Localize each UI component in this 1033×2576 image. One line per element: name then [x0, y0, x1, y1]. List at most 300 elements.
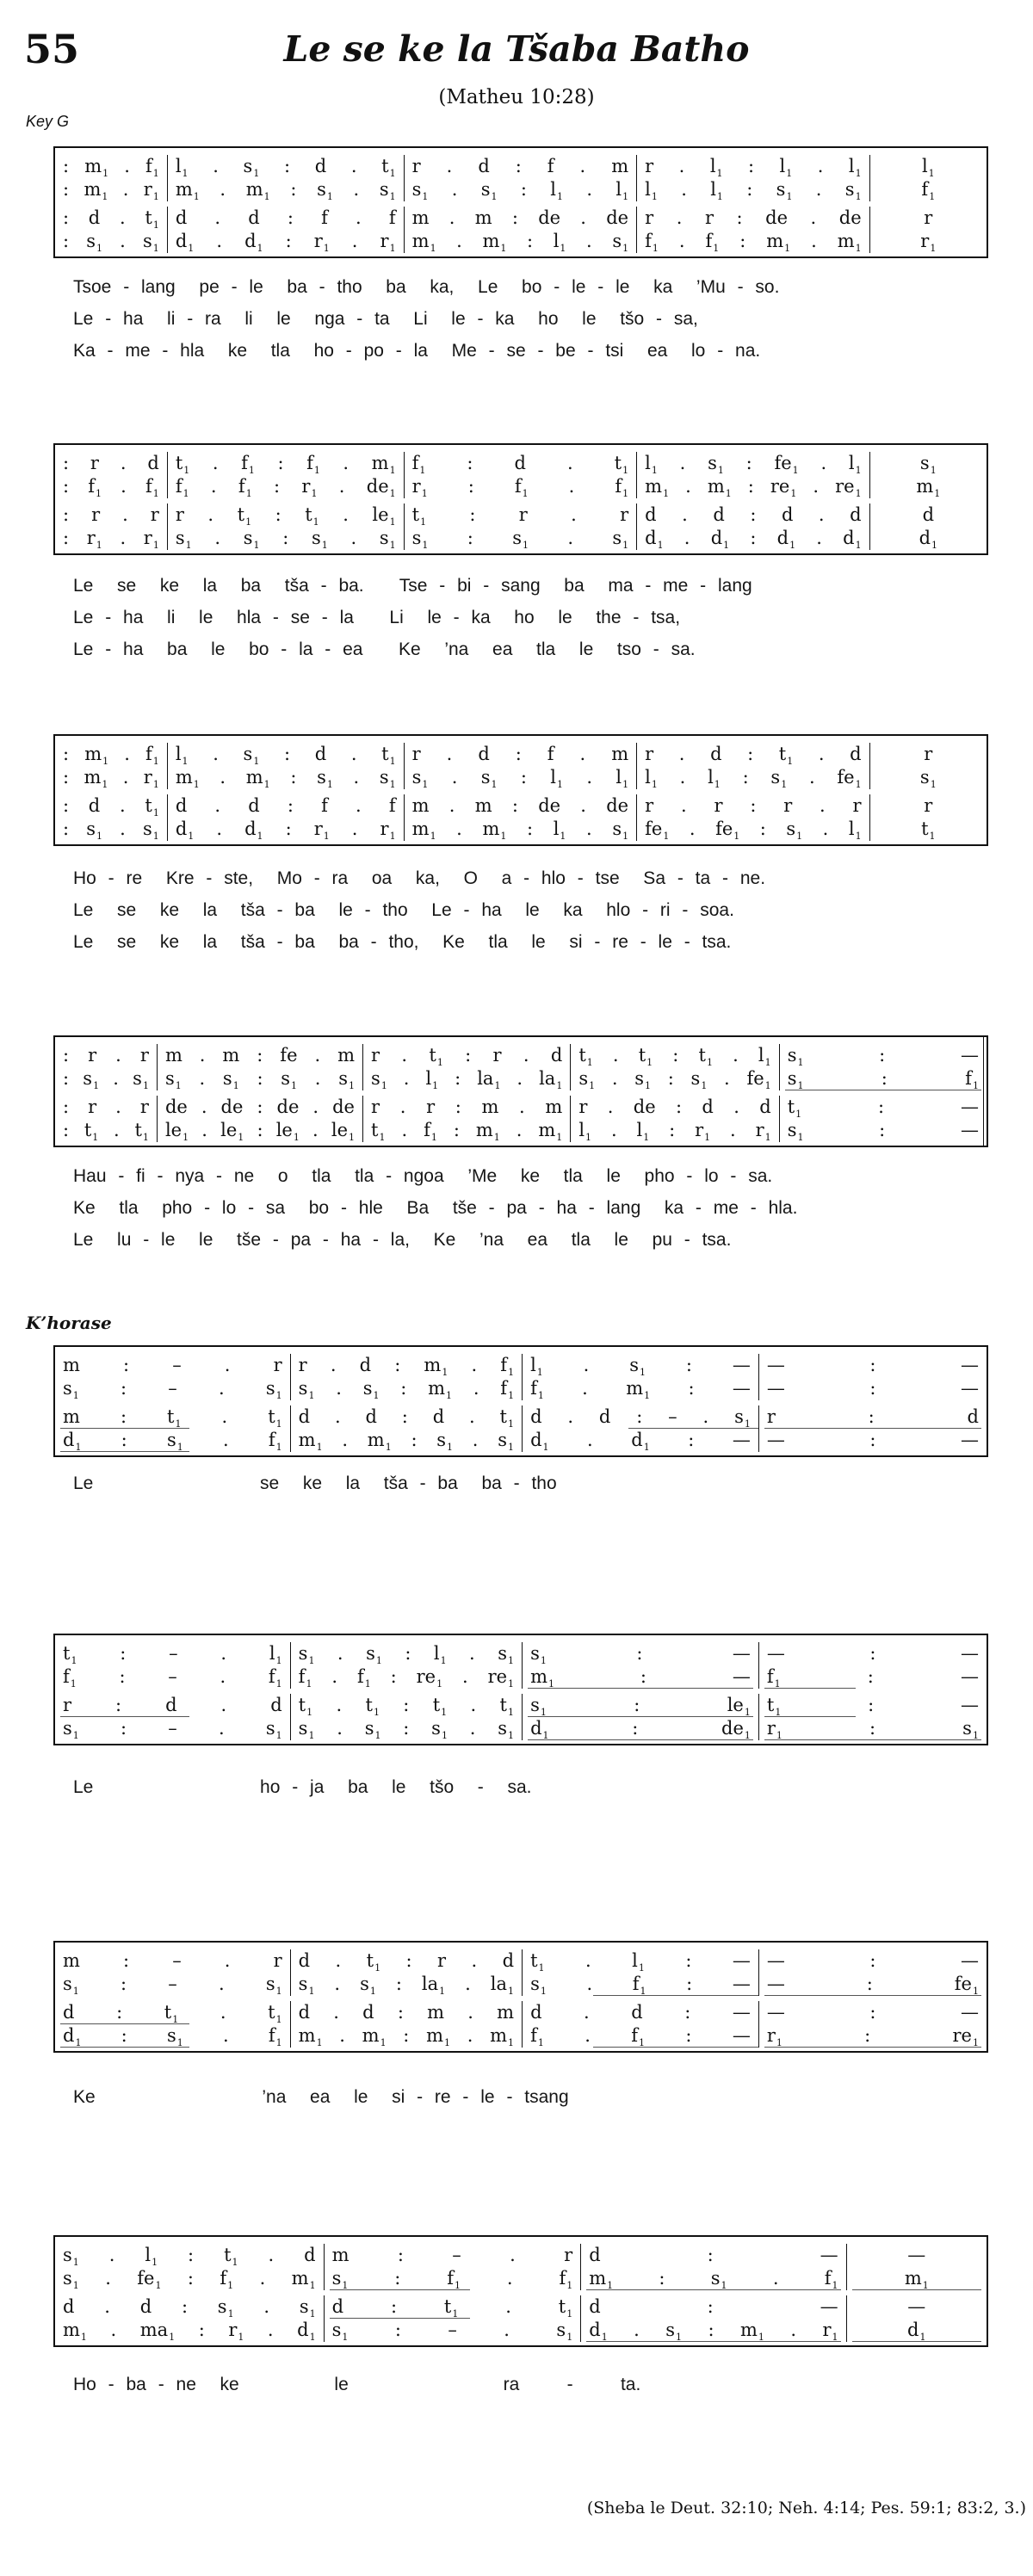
solfa-token: :: [63, 453, 70, 473]
solfa-cell: [522, 1665, 758, 1689]
solfa-token: .: [216, 231, 223, 251]
solfa-token: .: [818, 504, 825, 525]
solfa-token: .: [350, 744, 357, 764]
solfa-cell: [290, 1973, 522, 1996]
solfa-token: :: [707, 2245, 714, 2265]
solfa-token: .: [222, 2025, 229, 2046]
solfa-token: –: [168, 1974, 177, 1994]
solfa-token: $le_1$: [331, 1120, 356, 1143]
solfa-token: :: [640, 1666, 646, 1687]
solfa-token: $r_1$: [695, 1120, 711, 1143]
solfa-token: $t_1$: [365, 1695, 380, 1718]
solfa-token: .: [214, 795, 221, 816]
solfa-token: :: [63, 795, 70, 816]
solfa-token: d: [298, 1950, 311, 1971]
solfa-token: $s_1$: [63, 1974, 79, 1997]
solfa-token: d: [175, 795, 188, 816]
solfa-token: .: [582, 1378, 588, 1399]
solfa-token: :: [120, 1974, 127, 1994]
solfa-cell: [869, 475, 987, 498]
solfa-row: [55, 1665, 987, 1689]
solfa-token: :: [632, 1718, 639, 1739]
solfa-cell: [404, 475, 637, 498]
solfa-cell: [167, 475, 404, 498]
solfa-cell: [157, 1067, 362, 1090]
solfa-token: —: [960, 1430, 979, 1450]
solfa-token: .: [120, 453, 127, 473]
solfa-token: $fe_1$: [837, 767, 862, 790]
solfa-cell: [758, 1354, 987, 1377]
solfa-cell: [55, 1119, 157, 1142]
solfa-token: $f_1$: [500, 1355, 515, 1378]
solfa-token: $s_1$: [317, 179, 333, 202]
solfa-token: $s_1$: [379, 767, 396, 790]
lyric-line: Le ho - ja ba le tšo - sa.: [73, 1777, 532, 1797]
solfa-token: :: [455, 1096, 461, 1117]
solfa-token: —: [960, 1666, 979, 1687]
solfa-cell: [758, 1949, 987, 1973]
solfa-row: [55, 1377, 987, 1400]
solfa-token: :: [120, 1718, 127, 1739]
solfa-token: $f_1$: [530, 1378, 544, 1401]
solfa-token: .: [586, 819, 592, 839]
solfa-cell: [290, 1405, 522, 1429]
solfa-token: $l_1$: [530, 1355, 543, 1378]
solfa-token: .: [730, 1120, 736, 1140]
solfa-cell: [55, 1949, 290, 1973]
solfa-token: .: [685, 476, 691, 497]
solfa-token: r: [620, 504, 629, 525]
solfa-token: :: [275, 504, 281, 525]
verse-2-notation: [53, 443, 988, 555]
solfa-token: .: [580, 795, 586, 816]
solfa-token: —: [732, 2025, 751, 2046]
solfa-token: $fe_1$: [746, 1068, 771, 1091]
solfa-token: .: [199, 1068, 206, 1089]
solfa-row: [55, 2001, 987, 2024]
solfa-token: $m_1$: [291, 2268, 316, 2291]
solfa-token: :: [397, 2002, 404, 2023]
solfa-token: $le_1$: [220, 1120, 244, 1143]
solfa-token: d: [331, 2296, 344, 2317]
solfa-cell: [167, 178, 404, 201]
solfa-token: .: [221, 1406, 228, 1427]
solfa-cell: [869, 818, 987, 841]
solfa-token: $s_1$: [331, 2320, 349, 2343]
solfa-cell: [779, 1067, 987, 1090]
solfa-token: .: [212, 453, 219, 473]
solfa-token: :: [394, 1355, 401, 1375]
solfa-token: $r_1$: [228, 2320, 244, 2343]
solfa-token: $la_1$: [490, 1974, 514, 1997]
solfa-token: :: [869, 1718, 876, 1739]
solfa-token: $f_1$: [921, 179, 936, 202]
solfa-cell: [290, 1354, 522, 1377]
solfa-token: $t_1$: [558, 2296, 573, 2320]
solfa-row: [55, 1044, 987, 1067]
solfa-cell: [869, 503, 987, 527]
solfa-token: :: [881, 1068, 888, 1089]
solfa-token: $s_1$: [298, 1718, 315, 1741]
solfa-token: .: [213, 744, 219, 764]
solfa-token: de: [332, 1096, 355, 1117]
solfa-token: $s_1$: [331, 2268, 349, 2291]
verse-1-lyrics: [73, 271, 1007, 367]
solfa-token: :: [867, 1666, 874, 1687]
solfa-cell: [779, 1096, 987, 1119]
solfa-token: :: [405, 1950, 412, 1971]
solfa-token: d: [248, 795, 260, 816]
solfa-token: .: [585, 2025, 591, 2046]
solfa-token: —: [960, 1695, 979, 1715]
solfa-cell: [290, 1429, 522, 1452]
solfa-token: d: [88, 207, 101, 228]
solfa-row: [55, 794, 987, 818]
solfa-cell: [869, 766, 987, 789]
solfa-token: .: [115, 1045, 121, 1066]
solfa-cell: [869, 452, 987, 475]
solfa-cell: [290, 1665, 522, 1689]
solfa-token: .: [222, 1430, 229, 1450]
solfa-token: :: [63, 1045, 70, 1066]
solfa-token: .: [113, 1068, 119, 1089]
solfa-cell: [580, 2267, 845, 2290]
solfa-cell: [404, 794, 637, 818]
solfa-token: $l_1$: [553, 819, 566, 842]
solfa-token: $s_1$: [265, 1378, 282, 1401]
solfa-cell: [290, 1642, 522, 1665]
solfa-cell: [167, 766, 404, 789]
solfa-token: :: [63, 1096, 70, 1117]
solfa-cell: [580, 2295, 845, 2319]
solfa-token: $r_1$: [301, 476, 318, 499]
solfa-token: $s_1$: [164, 1068, 182, 1091]
solfa-cell: [636, 794, 869, 818]
solfa-token: $f_1$: [705, 231, 720, 254]
solfa-token: $le_1$: [275, 1120, 300, 1143]
solfa-token: .: [338, 476, 345, 497]
solfa-token: $re_1$: [487, 1666, 515, 1690]
solfa-token: :: [283, 156, 291, 176]
solfa-token: $s_1$: [379, 528, 396, 551]
solfa-cell: [636, 230, 869, 253]
solfa-token: $fe_1$: [645, 819, 670, 842]
solfa-token: $r_1$: [755, 1120, 771, 1143]
solfa-token: .: [207, 504, 214, 525]
solfa-token: $s_1$: [379, 179, 396, 202]
solfa-cell: [157, 1096, 362, 1119]
solfa-token: –: [448, 2320, 457, 2340]
solfa-token: r: [175, 504, 184, 525]
solfa-cell: [324, 2244, 581, 2267]
solfa-token: $m_1$: [411, 819, 436, 842]
solfa-cell: [846, 2267, 987, 2290]
solfa-token: :: [290, 767, 297, 788]
solfa-row: [55, 1429, 987, 1452]
solfa-row: [55, 503, 987, 527]
solfa-token: :: [285, 819, 292, 839]
solfa-cell: [324, 2267, 581, 2290]
solfa-token: m: [63, 1950, 80, 1971]
solfa-token: :: [257, 1096, 263, 1117]
solfa-token: d: [359, 1355, 372, 1375]
solfa-token: :: [866, 1974, 873, 1994]
solfa-token: .: [446, 744, 453, 764]
solfa-token: .: [120, 528, 127, 548]
solfa-token: .: [122, 504, 128, 525]
solfa-token: :: [63, 1068, 70, 1089]
solfa-token: :: [869, 1643, 876, 1664]
solfa-cell: [869, 207, 987, 230]
solfa-cell: [522, 1642, 758, 1665]
solfa-token: d: [550, 1045, 563, 1066]
solfa-token: .: [399, 1096, 406, 1117]
solfa-token: :: [688, 1430, 695, 1450]
solfa-token: .: [119, 207, 126, 228]
solfa-token: r: [704, 207, 714, 228]
solfa-token: $le_1$: [164, 1120, 189, 1143]
solfa-token: $l_1$: [269, 1643, 282, 1666]
solfa-token: :: [685, 1355, 692, 1375]
solfa-token: .: [567, 1406, 574, 1427]
solfa-token: –: [668, 1406, 677, 1427]
solfa-token: r: [411, 744, 421, 764]
solfa-cell: [167, 230, 404, 253]
solfa-cell: [846, 2319, 987, 2342]
solfa-token: r: [150, 504, 159, 525]
solfa-cell: [758, 2024, 987, 2048]
solfa-token: —: [732, 1355, 751, 1375]
solfa-token: .: [119, 795, 126, 816]
solfa-token: $t_1$: [499, 1695, 514, 1718]
solfa-cell: [55, 1096, 157, 1119]
solfa-cell: [167, 794, 404, 818]
solfa-token: $m_1$: [538, 1120, 563, 1143]
solfa-token: $t_1$: [381, 744, 396, 767]
solfa-token: .: [350, 528, 357, 548]
solfa-row: [55, 527, 987, 550]
solfa-token: $m_1$: [298, 2025, 323, 2048]
solfa-token: r: [437, 1950, 447, 1971]
solfa-token: :: [63, 207, 70, 228]
chorus-phrase-2-notation: [53, 1634, 988, 1745]
solfa-token: .: [213, 156, 219, 176]
solfa-cell: [55, 2244, 324, 2267]
solfa-token: .: [815, 179, 822, 200]
solfa-token: .: [403, 1068, 410, 1089]
chorus-phrase-3-lyrics: [73, 2081, 1007, 2113]
solfa-token: d: [314, 156, 327, 176]
solfa-cell: [167, 527, 404, 550]
solfa-token: $s_1$: [411, 528, 429, 551]
solfa-token: $r_1$: [766, 2025, 782, 2048]
solfa-token: $t_1$: [145, 795, 159, 819]
solfa-token: r: [88, 1045, 97, 1066]
solfa-token: .: [343, 504, 349, 525]
solfa-token: $l_1$: [636, 1120, 650, 1143]
solfa-token: .: [612, 1045, 619, 1066]
solfa-token: .: [790, 2320, 797, 2340]
solfa-token: $d_1$: [63, 2025, 82, 2048]
solfa-token: .: [471, 1950, 478, 1971]
solfa-cell: [636, 207, 869, 230]
chorus-phrase-3-notation: [53, 1941, 988, 2053]
solfa-token: $t_1$: [84, 1120, 99, 1143]
solfa-token: $d_1$: [631, 1430, 650, 1453]
chorus-label: K’horase: [26, 1313, 112, 1333]
solfa-token: m: [411, 795, 430, 816]
solfa-token: :: [747, 744, 754, 764]
solfa-token: $s_1$: [786, 819, 803, 842]
verse-2-lyrics: [73, 570, 1007, 665]
solfa-token: $f_1$: [559, 2268, 573, 2291]
solfa-token: d: [432, 1406, 445, 1427]
solfa-token: .: [401, 1120, 408, 1140]
solfa-token: .: [446, 156, 453, 176]
solfa-token: $m_1$: [482, 819, 507, 842]
solfa-row: [55, 1096, 987, 1119]
solfa-token: $de_1$: [721, 1718, 751, 1741]
solfa-token: .: [456, 819, 462, 839]
solfa-token: $m_1$: [84, 156, 109, 179]
solfa-token: $t_1$: [787, 1096, 802, 1120]
solfa-token: .: [510, 2245, 516, 2265]
solfa-cell: [869, 743, 987, 766]
solfa-token: $f_1$: [615, 476, 629, 499]
solfa-token: .: [469, 1406, 475, 1427]
verse-4-lyrics: [73, 1160, 1007, 1256]
solfa-token: .: [519, 1096, 525, 1117]
solfa-token: .: [312, 1096, 319, 1117]
solfa-token: $t_1$: [366, 1950, 381, 1974]
solfa-token: .: [813, 476, 820, 497]
solfa-cell: [55, 527, 167, 550]
solfa-token: :: [511, 795, 518, 816]
solfa-token: .: [724, 1068, 730, 1089]
solfa-token: :: [394, 2320, 401, 2340]
solfa-token: :: [868, 1406, 875, 1427]
solfa-token: .: [314, 1045, 321, 1066]
solfa-token: .: [122, 179, 129, 200]
solfa-token: $f_1$: [447, 2268, 461, 2291]
solfa-token: $l_1$: [779, 156, 793, 179]
solfa-cell: [404, 766, 637, 789]
solfa-token: $t_1$: [614, 453, 629, 476]
solfa-token: $l_1$: [632, 1950, 645, 1974]
solfa-token: —: [960, 1045, 979, 1066]
solfa-cell: [55, 155, 167, 178]
solfa-token: :: [116, 2002, 123, 2023]
scripture-reference: (Matheu 10:28): [438, 86, 595, 108]
solfa-token: .: [583, 1355, 590, 1375]
solfa-token: .: [218, 1378, 225, 1399]
solfa-cell: [522, 2024, 758, 2048]
solfa-token: d: [589, 2296, 601, 2317]
solfa-token: $s_1$: [556, 2320, 573, 2343]
solfa-token: .: [218, 1718, 225, 1739]
solfa-token: r: [371, 1096, 380, 1117]
solfa-token: $r_1$: [313, 231, 330, 254]
solfa-cell: [758, 1429, 987, 1452]
solfa-token: :: [675, 1096, 683, 1117]
solfa-token: $l_1$: [848, 819, 862, 842]
solfa-token: :: [257, 1068, 263, 1089]
solfa-token: .: [610, 1120, 617, 1140]
solfa-cell: [55, 743, 167, 766]
solfa-token: $s_1$: [480, 767, 498, 790]
solfa-cell: [636, 766, 869, 789]
solfa-token: m: [497, 2002, 514, 2023]
lyric-line: Le lu - le le tše - pa - ha - la, Ke ’na ea tla le pu - tsa.: [73, 1230, 732, 1250]
solfa-token: :: [290, 179, 297, 200]
solfa-row: [55, 1642, 987, 1665]
solfa-token: $s_1$: [83, 1068, 100, 1091]
solfa-token: .: [472, 1430, 479, 1450]
solfa-token: .: [470, 1695, 477, 1715]
solfa-token: $f_1$: [424, 1120, 437, 1143]
solfa-token: :: [745, 453, 752, 473]
solfa-token: $s_1$: [299, 2296, 316, 2320]
solfa-token: .: [210, 476, 217, 497]
solfa-token: .: [568, 476, 575, 497]
solfa-token: $l_1$: [848, 156, 862, 179]
solfa-token: $f_1$: [145, 476, 159, 499]
lyric-line: Le se ke la tša - ba ba - tho, Ke tla le si - re - le - tsa.: [73, 932, 732, 952]
solfa-token: .: [681, 179, 687, 200]
solfa-token: $f_1$: [500, 1378, 515, 1401]
solfa-token: de: [633, 1096, 656, 1117]
solfa-token: .: [337, 1643, 343, 1664]
solfa-token: m: [222, 1045, 240, 1066]
solfa-token: .: [820, 795, 826, 816]
solfa-cell: [869, 178, 987, 201]
solfa-token: .: [201, 1120, 207, 1140]
solfa-token: .: [504, 2320, 510, 2340]
verse-3-notation: [53, 734, 988, 846]
solfa-token: $l_1$: [145, 2245, 158, 2268]
solfa-row: [55, 155, 987, 178]
solfa-token: f: [547, 156, 554, 176]
solfa-token: —: [820, 2296, 838, 2317]
solfa-cell: [55, 766, 167, 789]
solfa-token: $m_1$: [84, 767, 108, 790]
solfa-token: —: [960, 1355, 979, 1375]
solfa-token: m: [63, 1406, 80, 1427]
solfa-token: .: [121, 476, 127, 497]
solfa-token: :: [188, 2245, 195, 2265]
solfa-cell: [758, 2001, 987, 2024]
solfa-token: d: [175, 207, 188, 228]
solfa-token: $d_1$: [530, 1430, 549, 1453]
solfa-token: d: [147, 453, 159, 473]
solfa-token: $s_1$: [86, 819, 103, 842]
solfa-cell: [55, 1405, 290, 1429]
verse-3-lyrics: [73, 862, 1007, 958]
solfa-token: .: [110, 2320, 117, 2340]
solfa-token: .: [816, 528, 822, 548]
solfa-cell: [758, 1377, 987, 1400]
solfa-row: [55, 766, 987, 789]
solfa-token: $f_1$: [220, 2268, 234, 2291]
solfa-token: :: [63, 476, 70, 497]
lyric-line: Le - ha li le hla - se - la Li le - ka ho le the - tsa,: [73, 608, 681, 627]
solfa-token: :: [257, 1120, 263, 1140]
solfa-token: .: [469, 1718, 476, 1739]
solfa-cell: [522, 1717, 758, 1740]
solfa-token: d: [304, 2245, 316, 2265]
solfa-token: :: [187, 2268, 194, 2289]
solfa-cell: [55, 2024, 290, 2048]
